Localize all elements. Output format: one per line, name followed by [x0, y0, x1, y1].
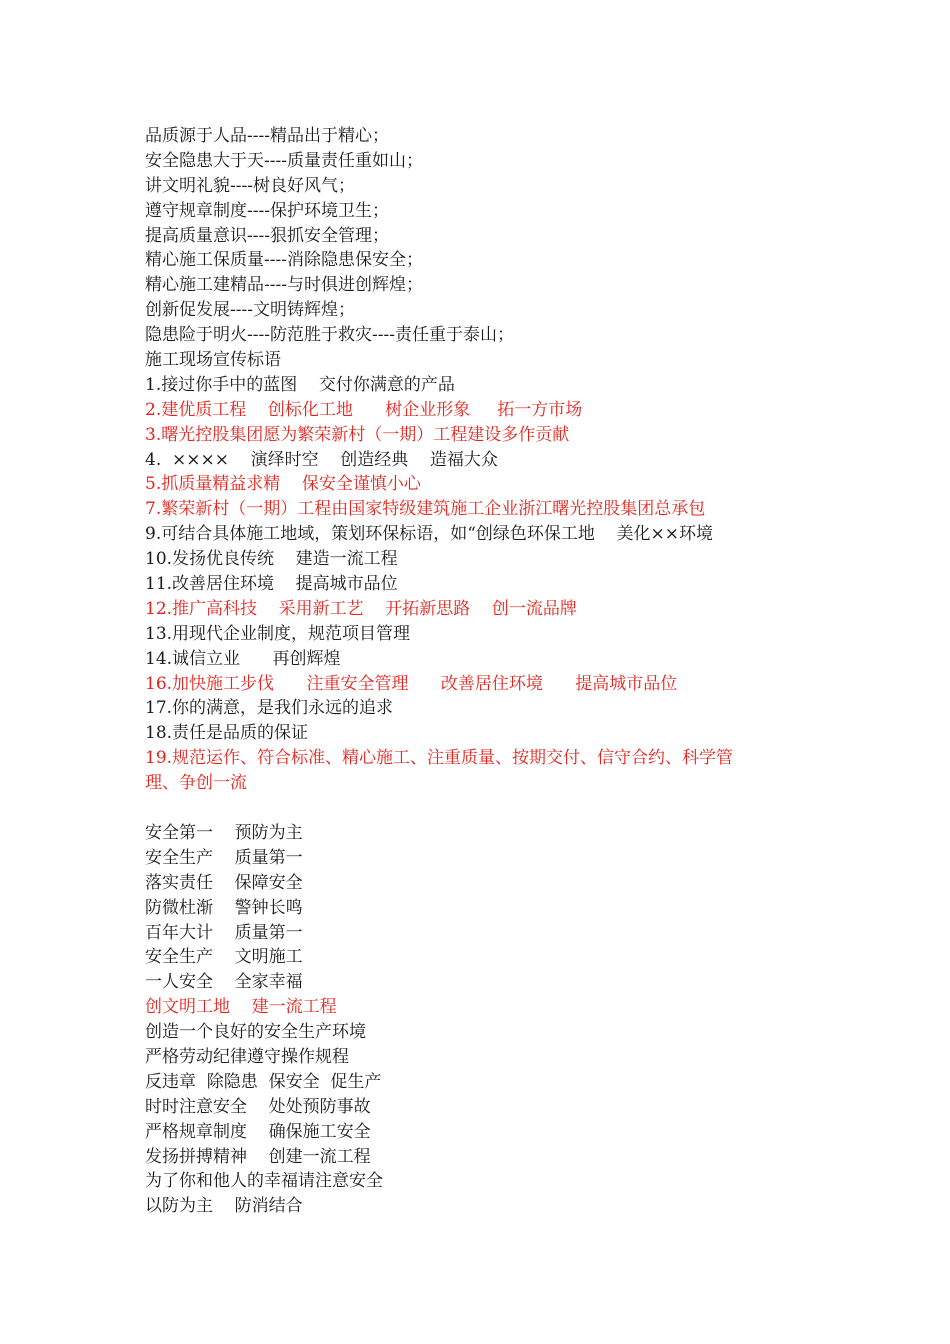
safety-slogan: 百年大计 质量第一: [145, 922, 303, 943]
numbered-slogan-1: 1.接过你手中的蓝图 交付你满意的产品: [145, 374, 455, 395]
slogan-line: 隐患险于明火----防范胜于救灾----责任重于泰山；: [145, 325, 514, 346]
safety-slogan: 时时注意安全 处处预防事故: [145, 1096, 371, 1117]
numbered-slogan-9: 9.可结合具体施工地域，策划环保标语，如“创绿色环保工地 美化××环境: [145, 524, 714, 545]
numbered-slogan-4: 4. ×××× 演绎时空 创造经典 造福大众: [145, 449, 498, 470]
slogan-list-safety: [145, 821, 825, 1219]
slogan-list-numbered: [145, 373, 825, 796]
numbered-slogan-19-continued: 理、争创一流: [145, 773, 247, 794]
safety-slogan: 发扬拼搏精神 创建一流工程: [145, 1146, 371, 1167]
numbered-slogan-17: 17.你的满意，是我们永远的追求: [145, 698, 394, 719]
slogan-line: 遵守规章制度----保护环境卫生；: [145, 200, 389, 221]
safety-slogan: 安全生产 质量第一: [145, 847, 303, 868]
safety-slogan: 防微杜渐 警钟长鸣: [145, 897, 303, 918]
safety-slogan: 落实责任 保障安全: [145, 872, 303, 893]
slogan-line: 精心施工保质量----消除隐患保安全；: [145, 250, 423, 271]
numbered-slogan-13: 13.用现代企业制度，规范项目管理: [145, 623, 411, 644]
section-heading: 施工现场宣传标语: [145, 350, 281, 371]
numbered-slogan-3: 3.曙光控股集团愿为繁荣新村（一期）工程建设多作贡献: [145, 424, 570, 445]
slogan-line: 安全隐患大于天----质量责任重如山；: [145, 150, 423, 171]
slogan-list-quality: [145, 124, 825, 373]
numbered-slogan-5: 5.抓质量精益求精 保安全谨慎小心: [145, 474, 421, 495]
slogan-line: 创新促发展----文明铸辉煌；: [145, 300, 355, 321]
slogan-line: 品质源于人品----精品出于精心；: [145, 126, 389, 146]
numbered-slogan-14: 14.诚信立业 再创辉煌: [145, 648, 341, 669]
numbered-slogan-7: 7.繁荣新村（一期）工程由国家特级建筑施工企业浙江曙光控股集团总承包: [145, 499, 706, 520]
safety-slogan: 一人安全 全家幸福: [145, 972, 303, 993]
safety-slogan: 以防为主 防消结合: [145, 1196, 303, 1217]
safety-slogan: 严格劳动纪律遵守操作规程: [145, 1046, 349, 1067]
numbered-slogan-10: 10.发扬优良传统 建造一流工程: [145, 549, 398, 570]
numbered-slogan-12: 12.推广高科技 采用新工艺 开拓新思路 创一流品牌: [145, 598, 577, 619]
document-page: [145, 124, 825, 1219]
numbered-slogan-19: 19.规范运作、符合标准、精心施工、注重质量、按期交付、信守合约、科学管: [145, 748, 734, 769]
paragraph-spacer: [145, 796, 825, 821]
slogan-line: 讲文明礼貌----树良好风气；: [145, 175, 355, 196]
numbered-slogan-11: 11.改善居住环境 提高城市品位: [145, 574, 398, 595]
safety-slogan: 严格规章制度 确保施工安全: [145, 1121, 371, 1142]
numbered-slogan-16: 16.加快施工步伐 注重安全管理 改善居住环境 提高城市品位: [145, 673, 678, 694]
numbered-slogan-2: 2.建优质工程 创标化工地 树企业形象 拓一方市场: [145, 399, 583, 420]
numbered-slogan-18: 18.责任是品质的保证: [145, 723, 309, 744]
slogan-line: 提高质量意识----狠抓安全管理；: [145, 225, 389, 246]
safety-slogan: 安全第一 预防为主: [145, 822, 303, 843]
safety-slogan: 创文明工地 建一流工程: [145, 997, 337, 1018]
safety-slogan: 为了你和他人的幸福请注意安全: [145, 1171, 383, 1192]
safety-slogan: 反违章 除隐患 保安全 促生产: [145, 1071, 382, 1092]
slogan-line: 精心施工建精品----与时俱进创辉煌；: [145, 275, 423, 296]
safety-slogan: 创造一个良好的安全生产环境: [145, 1022, 366, 1043]
safety-slogan: 安全生产 文明施工: [145, 947, 303, 968]
